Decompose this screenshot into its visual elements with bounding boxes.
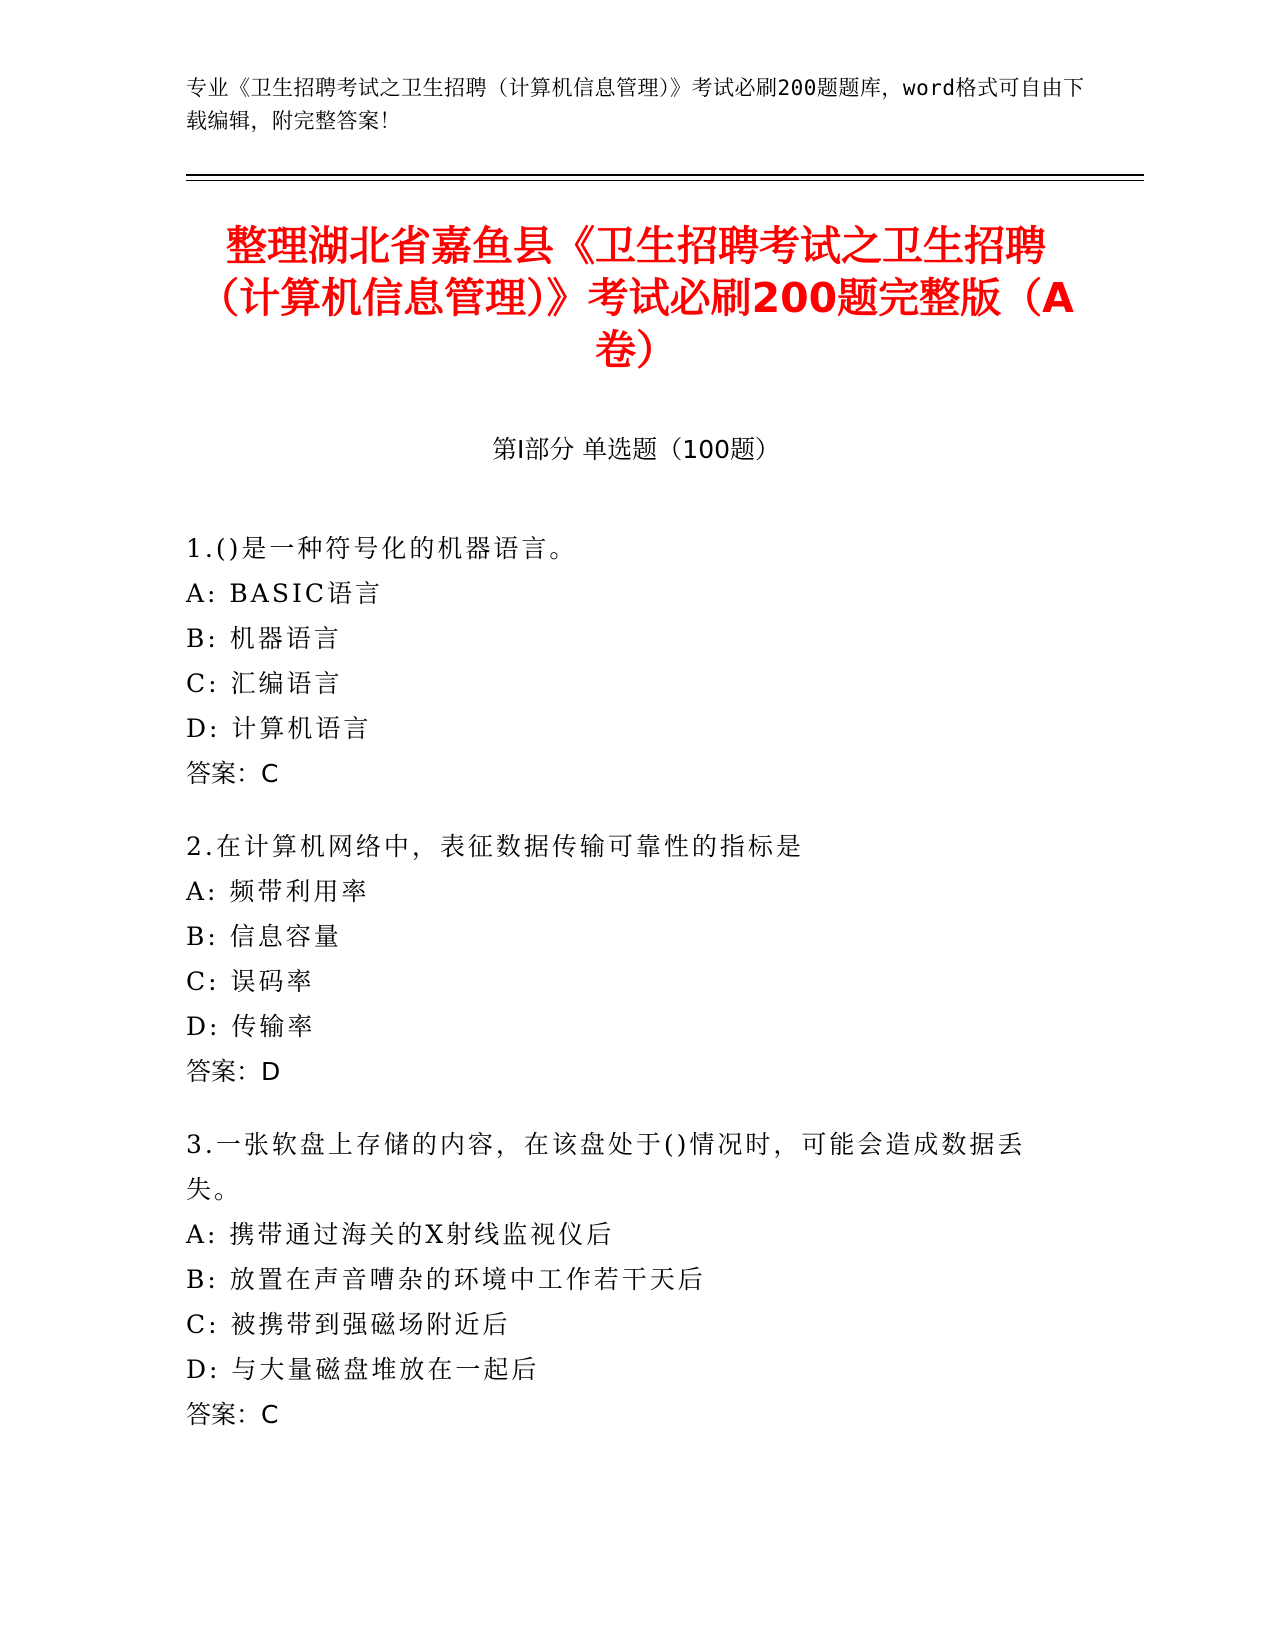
option-d: D: 传输率 [186,1012,316,1041]
document-title: 整理湖北省嘉鱼县《卫生招聘考试之卫生招聘（计算机信息管理）》考试必刷200题完整版（A卷） [198,222,1074,374]
question-item [186,1122,1066,1437]
question-stem: 1.()是一种符号化的机器语言。 [186,534,578,563]
answer-line: 答案：C [186,1400,279,1429]
option-c: C: 误码率 [186,967,315,996]
option-a: A: BASIC语言 [186,579,383,608]
option-a: A: 频带利用率 [186,877,370,906]
option-d: D: 与大量磁盘堆放在一起后 [186,1355,540,1384]
header-note: 专业《卫生招聘考试之卫生招聘（计算机信息管理）》考试必刷200题题库，word格式可自由下载编辑，附完整答案！ [186,76,1085,133]
header-rule-thin [186,180,1144,181]
question-stem: 3.一张软盘上存储的内容，在该盘处于()情况时，可能会造成数据丢失。 [186,1130,1026,1204]
option-c: C: 被携带到强磁场附近后 [186,1310,511,1339]
option-c: C: 汇编语言 [186,669,343,698]
question-stem: 2.在计算机网络中，表征数据传输可靠性的指标是 [186,832,804,861]
question-item [186,526,1066,796]
header-rule-thick [186,174,1144,176]
answer-line: 答案：D [186,1057,281,1086]
option-d: D: 计算机语言 [186,714,372,743]
question-item [186,824,1066,1094]
option-b: B: 放置在声音嘈杂的环境中工作若干天后 [186,1265,706,1294]
answer-line: 答案：C [186,759,279,788]
option-b: B: 机器语言 [186,624,342,653]
section-heading: 第Ⅰ部分 单选题（100题） [491,435,781,464]
option-a: A: 携带通过海关的X射线监视仪后 [186,1220,615,1249]
question-list [186,526,1066,1465]
option-b: B: 信息容量 [186,922,342,951]
